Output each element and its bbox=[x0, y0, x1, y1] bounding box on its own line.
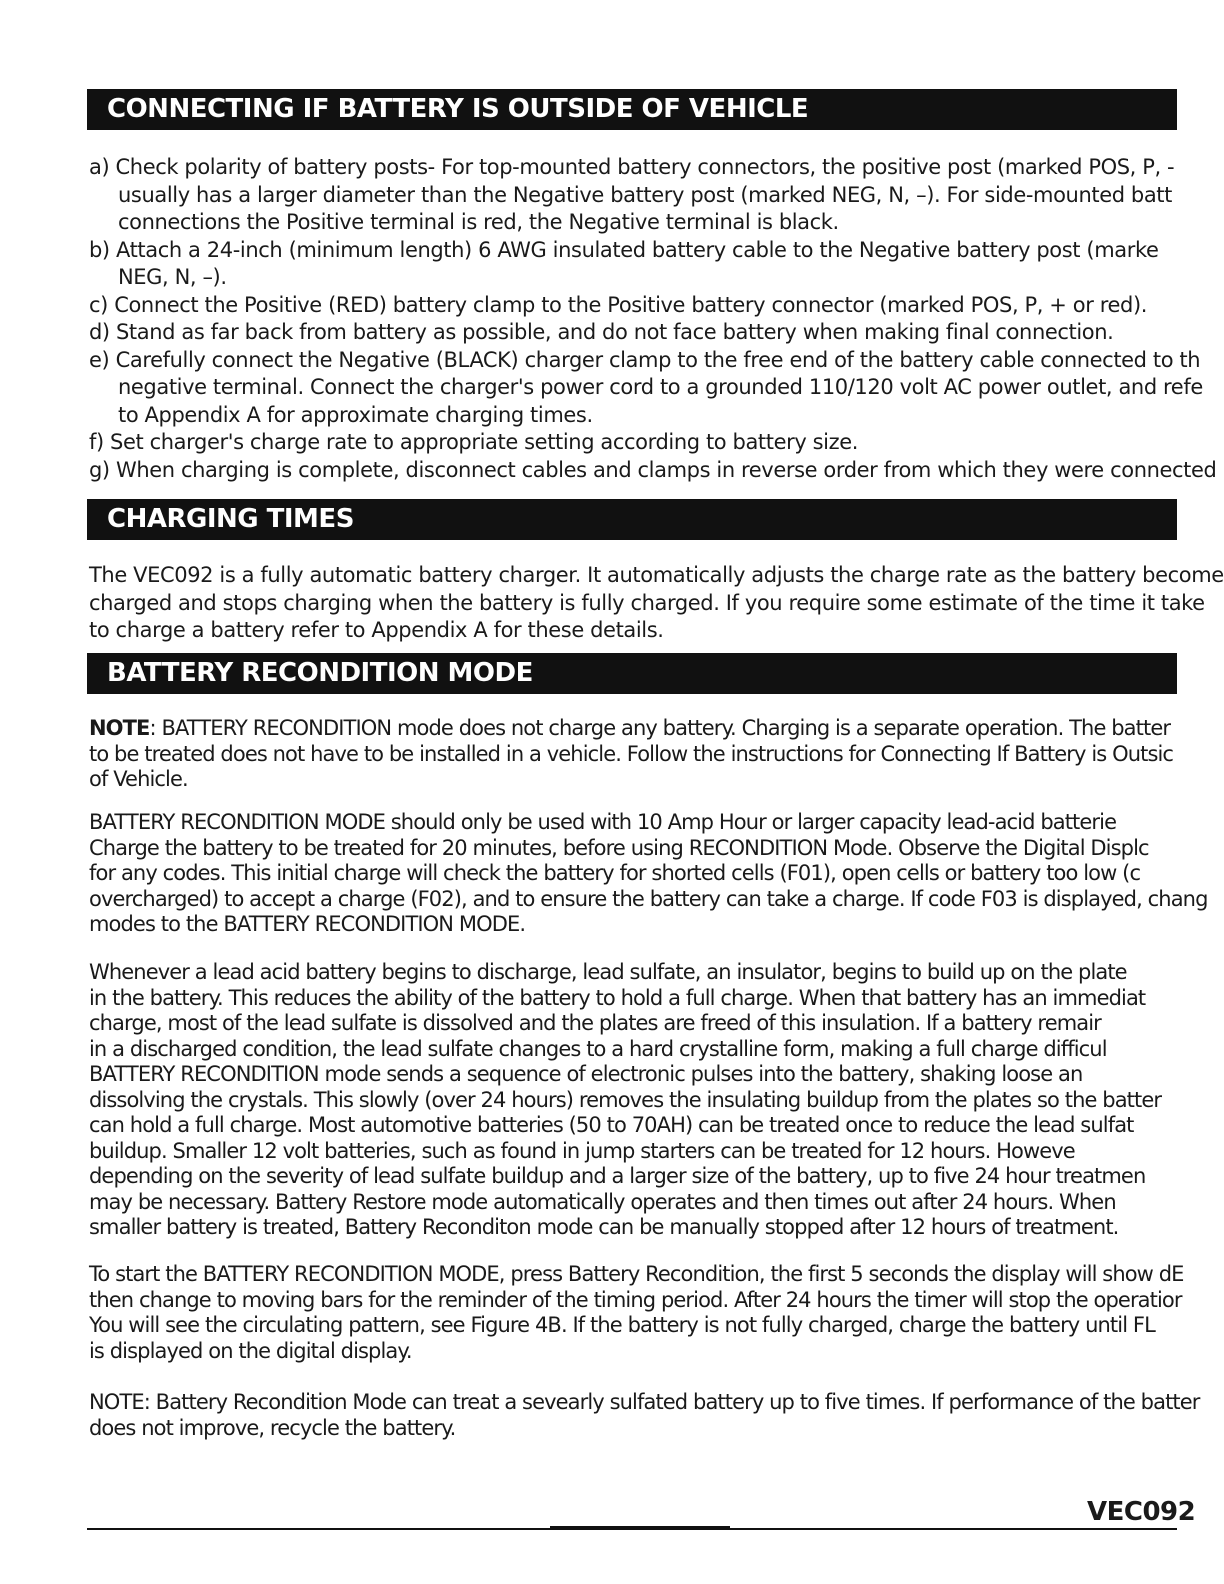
note-label: NOTE bbox=[89, 716, 150, 740]
step-c: c) Connect the Positive (RED) battery clamp to the Positive battery connector (marked POS, P, + or red). bbox=[89, 292, 1148, 317]
recondition-paragraph-1: BATTERY RECONDITION MODE should only be used with 10 Amp Hour or larger capacity lead-acid batterie Charge the battery to be treated for 20 minutes, before using RECONDITION Mode. Observe the Digital Displc for any codes. This initial charge will check the battery for shorted cells (F01), open cells or battery too low (c overcharged) to accept a charge (F02), and to ensure the battery can take a charge. If code F03 is displayed, chang modes to the BATTERY RECONDITION MODE. bbox=[89, 810, 1208, 936]
charging-times-text bbox=[89, 562, 1224, 645]
recondition-note-1: NOTE: BATTERY RECONDITION mode does not charge any battery. Charging is a separate operation. The batter to be treated does not have to be installed in a vehicle. Follow the instructions for Connecting If Battery is Outsic of Vehicle. bbox=[89, 716, 1174, 791]
recondition-paragraph-3: To start the BATTERY RECONDITION MODE, press Battery Recondition, the first 5 seconds the display will show dE then change to moving bars for the reminder of the timing period. After 24 hours the timer will stop the operatior You will see the circulating pattern, see Figure 4B. If the battery is not fully charged, charge the battery until FL is displayed on the digital display. bbox=[89, 1262, 1184, 1363]
step-e: e) Carefully connect the Negative (BLACK) charger clamp to the free end of the battery cable connected to th negative terminal. Connect the charger's power cord to a grounded 110/120 volt AC power outlet, and refe to Appendix A for approximate charging times. bbox=[89, 347, 1203, 427]
step-g: g) When charging is complete, disconnect cables and clamps in reverse order from which they were connected bbox=[89, 457, 1217, 482]
section-heading-recondition: BATTERY RECONDITION MODE bbox=[87, 653, 1177, 694]
step-d: d) Stand as far back from battery as possible, and do not face battery when making final connection. bbox=[89, 320, 1114, 344]
connection-steps bbox=[89, 154, 1217, 484]
charging-times-paragraph: The VEC092 is a fully automatic battery charger. It automatically adjusts the charge rate as the battery become charged and stops charging when the battery is fully charged. If you require some estimate of the time it take to charge a battery refer to Appendix A for these details. bbox=[89, 563, 1224, 642]
recondition-note-2: NOTE: Battery Recondition Mode can treat a sevearly sulfated battery up to five times. If performance of the batter does not improve, recycle the battery. bbox=[89, 1390, 1200, 1440]
footer-rule-accent bbox=[550, 1526, 730, 1530]
steps-list bbox=[89, 154, 1217, 484]
step-b: b) Attach a 24-inch (minimum length) 6 AWG insulated battery cable to the Negative battery post (marke NEG, N, –). bbox=[89, 237, 1159, 289]
recondition-paragraph-2: Whenever a lead acid battery begins to discharge, lead sulfate, an insulator, begins to build up on the plate in the battery. This reduces the ability of the battery to hold a full charge. When that battery has an immediat charge, most of the lead sulfate is dissolved and the plates are freed of this insulation. If a battery remair in a discharged condition, the lead sulfate changes to a hard crystalline form, making a full charge difficul BATTERY RECONDITION mode sends a sequence of electronic pulses into the battery, shaking loose an dissolving the crystals. This slowly (over 24 hours) removes the insulating buildup from the plates so the batter can hold a full charge. Most automotive batteries (50 to 70AH) can be treated once to reduce the lead sulfat buildup. Smaller 12 volt batteries, such as found in jump starters can be treated for 12 hours. Howeve depending on the severity of lead sulfate buildup and a larger size of the battery, up to five 24 hour treatmen may be necessary. Battery Restore mode automatically operates and then times out after 24 hours. When smaller battery is treated, Battery Reconditon mode can be manually stopped after 12 hours of treatment. bbox=[89, 960, 1162, 1239]
step-a: a) Check polarity of battery posts- For top-mounted battery connectors, the positive post (marked POS, P, - usually has a larger diameter than the Negative battery post (marked NEG, N, –). For side-mounted batt connections the Positive terminal is red, the Negative terminal is black. bbox=[89, 155, 1175, 234]
model-code: VEC092 bbox=[1087, 1497, 1196, 1527]
step-f: f) Set charger's charge rate to appropriate setting according to battery size. bbox=[89, 430, 859, 454]
section-heading-connecting: CONNECTING IF BATTERY IS OUTSIDE OF VEHICLE bbox=[87, 89, 1177, 130]
section-heading-charging-times: CHARGING TIMES bbox=[87, 499, 1177, 540]
